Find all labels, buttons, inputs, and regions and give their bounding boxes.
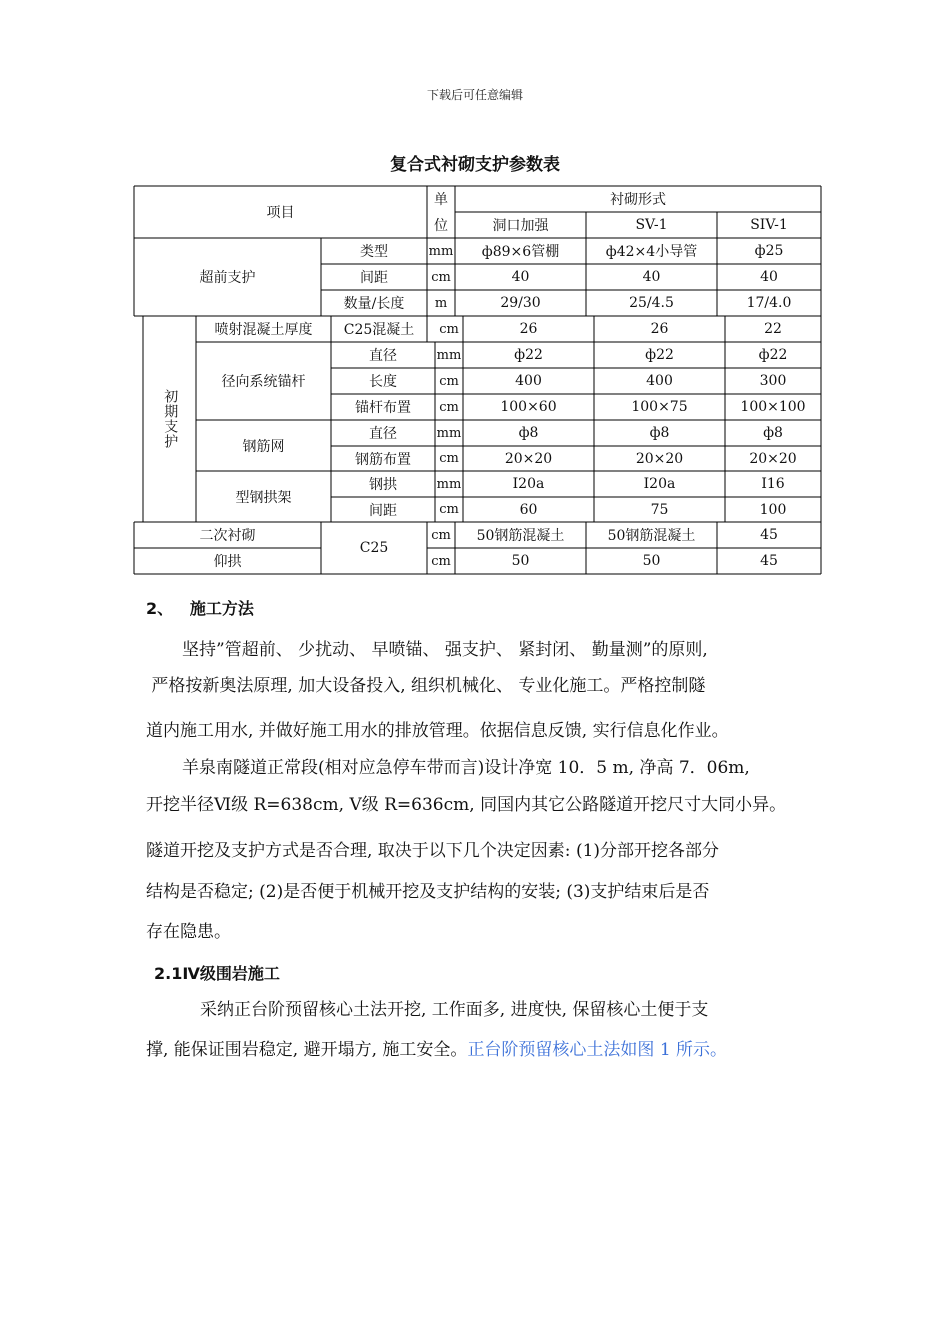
bolt-row-unit: mm — [436, 347, 462, 363]
bolt-row-name: 锚杆布置 — [355, 400, 411, 416]
mesh-row-v3: ф8 — [763, 425, 783, 441]
shotcrete-unit: cm — [439, 321, 459, 337]
invert-v3: 45 — [760, 553, 778, 569]
parameter-table — [0, 0, 950, 600]
arch-row-v3: I16 — [761, 476, 785, 492]
arch-label: 型钢拱架 — [235, 489, 292, 506]
bolt-label: 径向系统锚杆 — [221, 374, 306, 390]
arch-row-v2: I20a — [643, 476, 676, 492]
advance-row-v2: ф42×4小导管 — [605, 244, 698, 260]
c25-label: C25 — [359, 540, 389, 556]
mesh-row-name: 直径 — [369, 426, 397, 442]
advance-row-v2: 25/4.5 — [629, 295, 674, 311]
arch-row-unit: mm — [436, 476, 462, 492]
bolt-row-v1: 400 — [515, 373, 542, 389]
advance-row-unit: mm — [428, 243, 454, 259]
paragraph-line: 羊泉南隧道正常段(相对应急停车带而言)设计净宽 10．5 m, 净高 7．06m, — [182, 758, 750, 778]
header-note: 下载后可任意编辑 — [426, 88, 523, 102]
arch-row-v1: 60 — [519, 501, 538, 518]
secondary-lining-unit: cm — [431, 527, 451, 543]
shotcrete-v1: 26 — [519, 321, 538, 337]
mesh-row-v1: ф8 — [518, 425, 539, 441]
arch-row-name: 间距 — [369, 502, 397, 519]
advance-row-unit: m — [434, 295, 448, 311]
mesh-row-v1: 20×20 — [504, 450, 553, 467]
mesh-row-v3: 20×20 — [749, 450, 797, 467]
arch-row-name: 钢拱 — [369, 477, 397, 493]
advance-row-name: 类型 — [360, 244, 388, 260]
advance-row-v3: 17/4.0 — [746, 295, 792, 311]
mesh-label: 钢筋网 — [242, 438, 285, 455]
shotcrete-name: 喷射混凝土厚度 — [214, 322, 313, 338]
paragraph-line: 隧道开挖及支护方式是否合理, 取决于以下几个决定因素: (1)分部开挖各部分 — [146, 841, 720, 861]
advance-row-name: 数量/长度 — [343, 296, 405, 312]
bolt-row-v3: ф22 — [758, 347, 788, 363]
bolt-row-v2: ф22 — [645, 347, 674, 363]
figure-reference-link[interactable]: 正台阶预留核心土法如图 1 所示。 — [467, 1040, 728, 1060]
paragraph-line: 存在隐患。 — [146, 922, 231, 942]
secondary-lining-v3: 45 — [760, 527, 778, 543]
advance-row-v3: 40 — [760, 269, 778, 285]
advance-row-unit: cm — [431, 269, 451, 285]
table-title: 复合式衬砌支护参数表 — [390, 155, 560, 175]
header-item: 项目 — [266, 205, 295, 221]
arch-row-v2: 75 — [650, 501, 669, 518]
header-col1: 洞口加强 — [492, 218, 549, 234]
subsection-heading: 2.1Ⅳ级围岩施工 — [154, 964, 280, 983]
advance-support-label: 超前支护 — [199, 270, 256, 286]
advance-row-v1: 29/30 — [500, 295, 541, 311]
mesh-row-v2: ф8 — [649, 425, 670, 441]
invert-v1: 50 — [511, 553, 530, 569]
secondary-lining-v2: 50钢筋混凝土 — [607, 528, 696, 544]
secondary-lining-v1: 50钢筋混凝土 — [476, 528, 565, 544]
arch-row-v1: I20a — [512, 476, 545, 492]
bolt-row-v2: 100×75 — [631, 399, 688, 415]
paragraph-line: 道内施工用水, 并做好施工用水的排放管理。依据信息反馈, 实行信息化作业。 — [146, 721, 729, 741]
initial-support-label: 初期支护 — [162, 389, 179, 449]
bolt-row-v1: 100×60 — [500, 399, 557, 415]
paragraph-line: 开挖半径Ⅵ级 R=638cm, Ⅴ级 R=636cm, 同国内其它公路隧道开挖尺寸大同小异。 — [146, 795, 787, 815]
paragraph-line: 坚持”管超前、 少扰动、 早喷锚、 强支护、 紧封闭、 勤量测”的原则, — [182, 640, 708, 660]
paragraph-line — [146, 1032, 727, 1069]
mesh-row-name: 钢筋布置 — [355, 451, 411, 468]
invert-v2: 50 — [642, 553, 661, 569]
header-unit-a: 单 — [434, 192, 448, 208]
bolt-row-v2: 400 — [646, 373, 673, 389]
header-unit-b: 位 — [434, 218, 448, 234]
invert-label: 仰拱 — [213, 554, 242, 570]
advance-row-v1: 40 — [511, 269, 530, 285]
section-heading: 2、 施工方法 — [146, 599, 254, 618]
paragraph-line: 严格按新奥法原理, 加大设备投入, 组织机械化、 专业化施工。严格控制隧 — [146, 676, 706, 696]
secondary-lining-label: 二次衬砌 — [199, 528, 256, 544]
paragraph-line: 结构是否稳定; (2)是否便于机械开挖及支护结构的安装; (3)支护结束后是否 — [146, 882, 710, 902]
bolt-row-v3: 300 — [759, 373, 787, 389]
advance-row-v1: ф89×6管棚 — [481, 244, 560, 260]
bolt-row-unit: cm — [439, 399, 459, 415]
bolt-row-name: 直径 — [369, 348, 397, 364]
header-col3: SIV-1 — [750, 217, 788, 233]
shotcrete-v2: 26 — [650, 321, 669, 337]
arch-row-v3: 100 — [759, 501, 787, 518]
shotcrete-v3: 22 — [764, 321, 782, 337]
bolt-row-unit: cm — [439, 373, 459, 389]
bolt-row-name: 长度 — [369, 374, 397, 390]
header-col2: SV-1 — [635, 217, 668, 233]
mesh-row-v2: 20×20 — [635, 450, 684, 467]
invert-unit: cm — [431, 553, 451, 569]
arch-row-unit: cm — [439, 502, 459, 517]
bolt-row-v1: ф22 — [514, 347, 543, 363]
mesh-row-unit: mm — [436, 425, 462, 441]
advance-row-v2: 40 — [642, 269, 661, 285]
paragraph-text: 撑, 能保证围岩稳定, 避开塌方, 施工安全。 — [146, 1040, 468, 1060]
shotcrete-sub: C25混凝土 — [343, 322, 415, 338]
paragraph-line: 采纳正台阶预留核心土法开挖, 工作面多, 进度快, 保留核心土便于支 — [200, 1000, 709, 1020]
bolt-row-v3: 100×100 — [740, 399, 806, 415]
advance-row-v3: ф25 — [754, 243, 784, 259]
header-lining-form: 衬砌形式 — [610, 192, 666, 208]
mesh-row-unit: cm — [439, 451, 459, 466]
advance-row-name: 间距 — [360, 270, 388, 286]
